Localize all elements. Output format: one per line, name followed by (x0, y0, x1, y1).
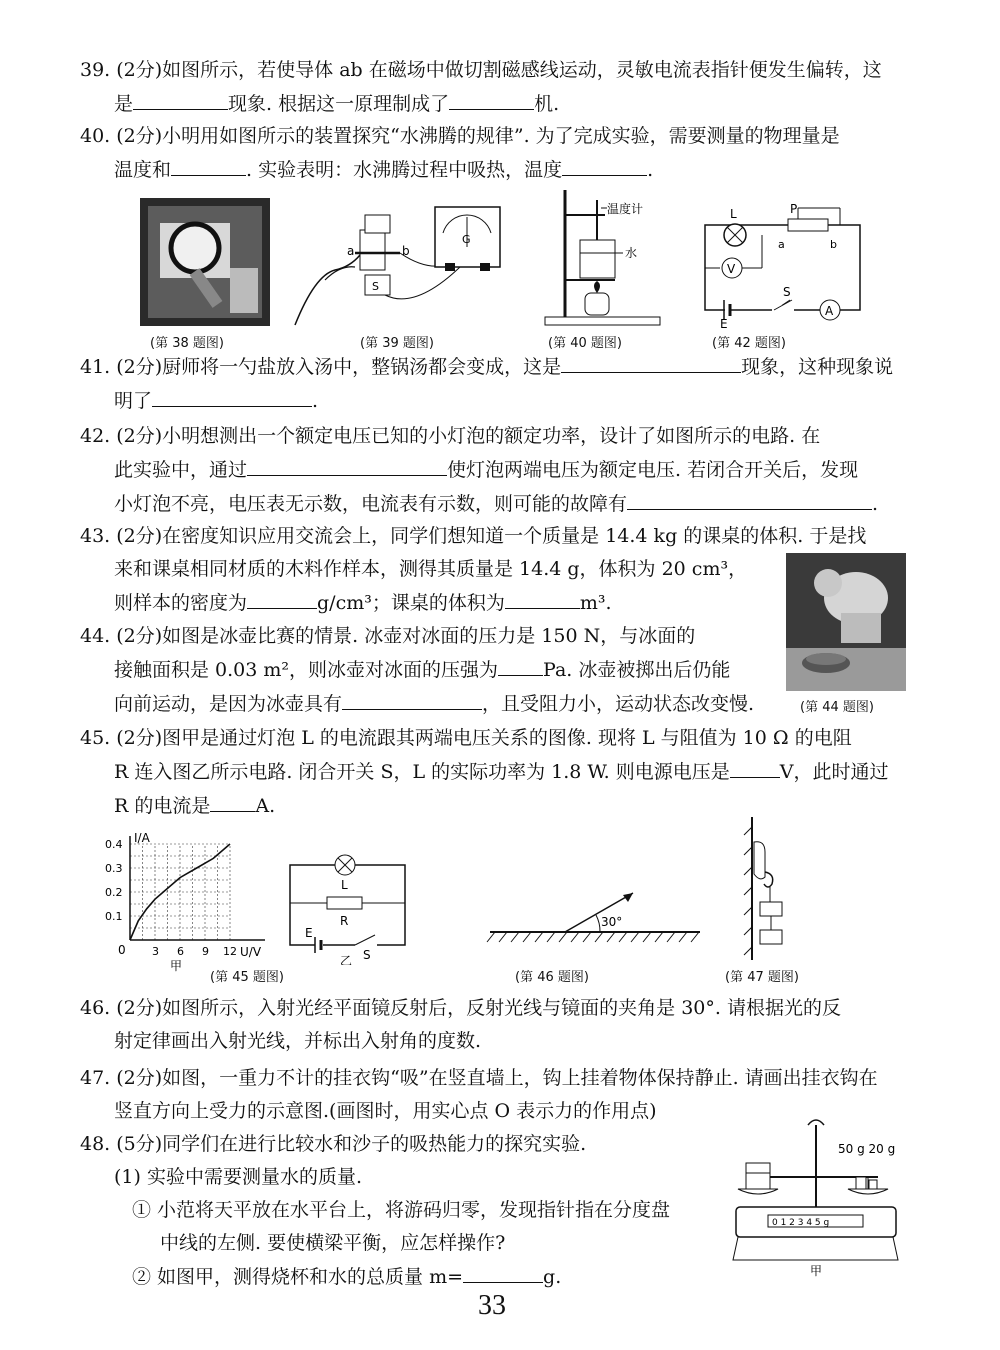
fig48-scale-label: 0 1 2 3 4 5 g (772, 1218, 830, 1228)
q48-blank-1[interactable] (463, 1260, 543, 1283)
fig39-label-b: b (402, 244, 410, 258)
q48-line4: 中线的左侧. 要使横梁平衡，应怎样操作? (160, 1232, 506, 1254)
fig42-label-P: P (790, 202, 798, 216)
q40-text-a: 温度和 (114, 159, 172, 181)
q41-text-d: . (312, 390, 319, 412)
q42-text-d: . (872, 493, 879, 515)
q44-text-a: 接触面积是 0.03 m²，则冰壶对冰面的压强为 (114, 659, 499, 681)
figure-39-induction (285, 195, 505, 330)
fig42-label-V: V (727, 262, 736, 276)
fig42-label-S: S (783, 285, 791, 299)
q48-line2: (1) 实验中需要测量水的质量. (114, 1166, 362, 1188)
question-48 (80, 1128, 720, 1294)
fig42-label-L: L (730, 207, 737, 221)
figure-45-iv-chart (90, 828, 270, 973)
question-45 (80, 722, 940, 823)
q43-line1: 43. (2分)在密度知识应用交流会上，同学们想知道一个质量是 14.4 kg 的课桌的体积. 于是找 (80, 525, 867, 547)
y-tick-label: 0.4 (105, 838, 123, 851)
q47-line2: 竖直方向上受力的示意图.(画图时，用实心点 O 表示力的作用点) (114, 1100, 657, 1122)
question-39 (80, 54, 940, 121)
q39-blank-1[interactable] (133, 87, 228, 110)
q48-text-b: g. (543, 1266, 562, 1288)
q41-text-a: 41. (2分)厨师将一勺盐放入汤中，整锅汤都会变成，这是 (80, 356, 562, 378)
q45-text-a: R 连入图乙所示电路. 闭合开关 S，L 的实际功率为 1.8 W. 则电源电压是 (114, 761, 730, 783)
figure-47-hook (740, 812, 800, 962)
fig45-label-R: R (340, 914, 349, 928)
chart-origin-label: 0 (118, 943, 126, 957)
question-40 (80, 120, 940, 187)
q39-text-a: 是 (114, 93, 134, 115)
q44-text-b: Pa. 冰壶被掷出后仍能 (543, 659, 731, 681)
q40-text-c: . (647, 159, 654, 181)
figure-42-circuit (690, 200, 870, 330)
q39-line1: 39. (2分)如图所示，若使导体 ab 在磁场中做切割磁感线运动，灵敏电流表指针便发生偏转，这 (80, 59, 882, 81)
q43-line2: 来和课桌相同材质的木料作样本，测得其质量是 14.4 g，体积为 20 cm³， (114, 558, 748, 580)
fig46-angle-label: 30° (601, 915, 623, 929)
fig48-weights-label: 50 g 20 g (838, 1142, 896, 1156)
question-42 (80, 420, 940, 521)
question-44 (80, 620, 780, 721)
chart-grid (130, 844, 230, 940)
q43-blank-2[interactable] (505, 586, 580, 609)
q43-text-a: 则样本的密度为 (114, 592, 248, 614)
caption-40: (第 40 题图) (548, 336, 622, 351)
q42-text-c: 小灯泡不亮，电压表无示数，电流表有示数，则可能的故障有 (114, 493, 628, 515)
q41-blank-1[interactable] (561, 350, 741, 373)
fig45-label-S: S (363, 948, 371, 962)
fig42-label-E: E (720, 317, 728, 330)
fig40-water-label: 水 (625, 246, 638, 260)
chart-xlabel: U/V (240, 945, 262, 959)
caption-46: (第 46 题图) (515, 970, 589, 985)
chart-ylabel: I/A (134, 831, 150, 845)
x-tick-label: 12 (223, 945, 237, 958)
q46-line2: 射定律画出入射光线，并标出入射角的度数. (114, 1030, 482, 1052)
caption-45: (第 45 题图) (210, 970, 284, 985)
fig42-label-A: A (825, 304, 834, 318)
q43-text-b: g/cm³；课桌的体积为 (317, 592, 505, 614)
x-tick-label: 3 (152, 945, 159, 958)
caption-42: (第 42 题图) (712, 336, 786, 351)
caption-47: (第 47 题图) (725, 970, 799, 985)
q45-text-c: R 的电流是 (114, 795, 211, 817)
chart-caption-jia: 甲 (170, 959, 183, 973)
y-tick-label: 0.2 (105, 886, 123, 899)
figure-44-curling-photo (786, 553, 906, 691)
fig42-label-b: b (830, 238, 837, 251)
q39-text-c: 机. (534, 93, 560, 115)
q44-text-d: ，且受阻力小，运动状态改变慢. (482, 693, 755, 715)
q44-line1: 44. (2分)如图是冰壶比赛的情景. 冰壶对冰面的压力是 150 N，与冰面的 (80, 625, 696, 647)
q48-line1: 48. (5分)同学们在进行比较水和沙子的吸热能力的探究实验. (80, 1133, 587, 1155)
q43-blank-1[interactable] (247, 586, 317, 609)
q42-blank-1[interactable] (247, 453, 447, 476)
fig45-label-L: L (341, 878, 348, 892)
q44-blank-2[interactable] (342, 687, 482, 710)
fig40-thermometer-label: 温度计 (607, 202, 644, 216)
q45-text-b: V，此时通过 (779, 761, 889, 783)
q42-line1: 42. (2分)小明想测出一个额定电压已知的小灯泡的额定功率，设计了如图所示的电路. 在 (80, 425, 821, 447)
q42-blank-2[interactable] (627, 487, 872, 510)
q43-text-c: m³. (579, 592, 612, 614)
q42-text-b: 使灯泡两端电压为额定电压. 若闭合开关后，发现 (447, 459, 859, 481)
fig39-label-a: a (347, 244, 355, 258)
q41-text-c: 明了 (114, 390, 153, 412)
q48-line3: ① 小范将天平放在水平台上，将游码归零，发现指针指在分度盘 (132, 1199, 671, 1221)
q39-blank-2[interactable] (449, 87, 534, 110)
question-46 (80, 992, 940, 1058)
q45-blank-2[interactable] (210, 789, 255, 812)
figure-46-mirror (485, 890, 705, 950)
caption-38: (第 38 题图) (150, 336, 224, 351)
fig45-caption-yi: 乙 (340, 954, 353, 965)
q46-line1: 46. (2分)如图所示，入射光经平面镜反射后，反射光线与镜面的夹角是 30°. 请根据光的反 (80, 997, 841, 1019)
fig39-label-g: G (462, 233, 471, 246)
fig45-label-E: E (305, 926, 313, 940)
q41-text-b: 现象，这种现象说 (741, 356, 894, 378)
figure-40-boiling (535, 185, 670, 330)
x-tick-label: 9 (202, 945, 209, 958)
q45-text-d: A. (255, 795, 276, 817)
q41-blank-2[interactable] (152, 384, 312, 407)
fig42-label-a: a (778, 238, 785, 251)
q45-line1: 45. (2分)图甲是通过灯泡 L 的电流跟其两端电压关系的图像. 现将 L 与阻值为 10 Ω 的电阻 (80, 727, 852, 749)
fig48-caption-jia: 甲 (810, 1264, 823, 1278)
q44-blank-1[interactable] (498, 653, 543, 676)
q40-text-b: . 实验表明：水沸腾过程中吸热，温度 (246, 159, 563, 181)
figure-45-circuit (285, 845, 415, 965)
figure-38-photo (140, 198, 270, 326)
caption-39: (第 39 题图) (360, 336, 434, 351)
q44-text-c: 向前运动，是因为冰壶具有 (114, 693, 343, 715)
q42-text-a: 此实验中，通过 (114, 459, 248, 481)
q40-line1: 40. (2分)小明用如图所示的装置探究“水沸腾的规律”. 为了完成实验，需要测量的物理量是 (80, 125, 840, 147)
y-tick-label: 0.3 (105, 862, 123, 875)
question-41 (80, 350, 940, 418)
q39-text-b: 现象. 根据这一原理制成了 (228, 93, 450, 115)
page-number: 33 (478, 1290, 506, 1321)
y-tick-label: 0.1 (105, 910, 123, 923)
q40-blank-2[interactable] (562, 153, 647, 176)
fig39-label-s: S (372, 280, 379, 293)
x-tick-label: 6 (177, 945, 184, 958)
caption-44: (第 44 题图) (800, 700, 874, 715)
q45-blank-1[interactable] (730, 755, 780, 778)
q47-line1: 47. (2分)如图，一重力不计的挂衣钩“吸”在竖直墙上，钩上挂着物体保持静止. 请画出挂衣钩在 (80, 1067, 878, 1089)
q48-text-a: ② 如图甲，测得烧杯和水的总质量 m= (132, 1266, 464, 1288)
figure-48-balance (728, 1115, 903, 1280)
q40-blank-1[interactable] (171, 153, 246, 176)
